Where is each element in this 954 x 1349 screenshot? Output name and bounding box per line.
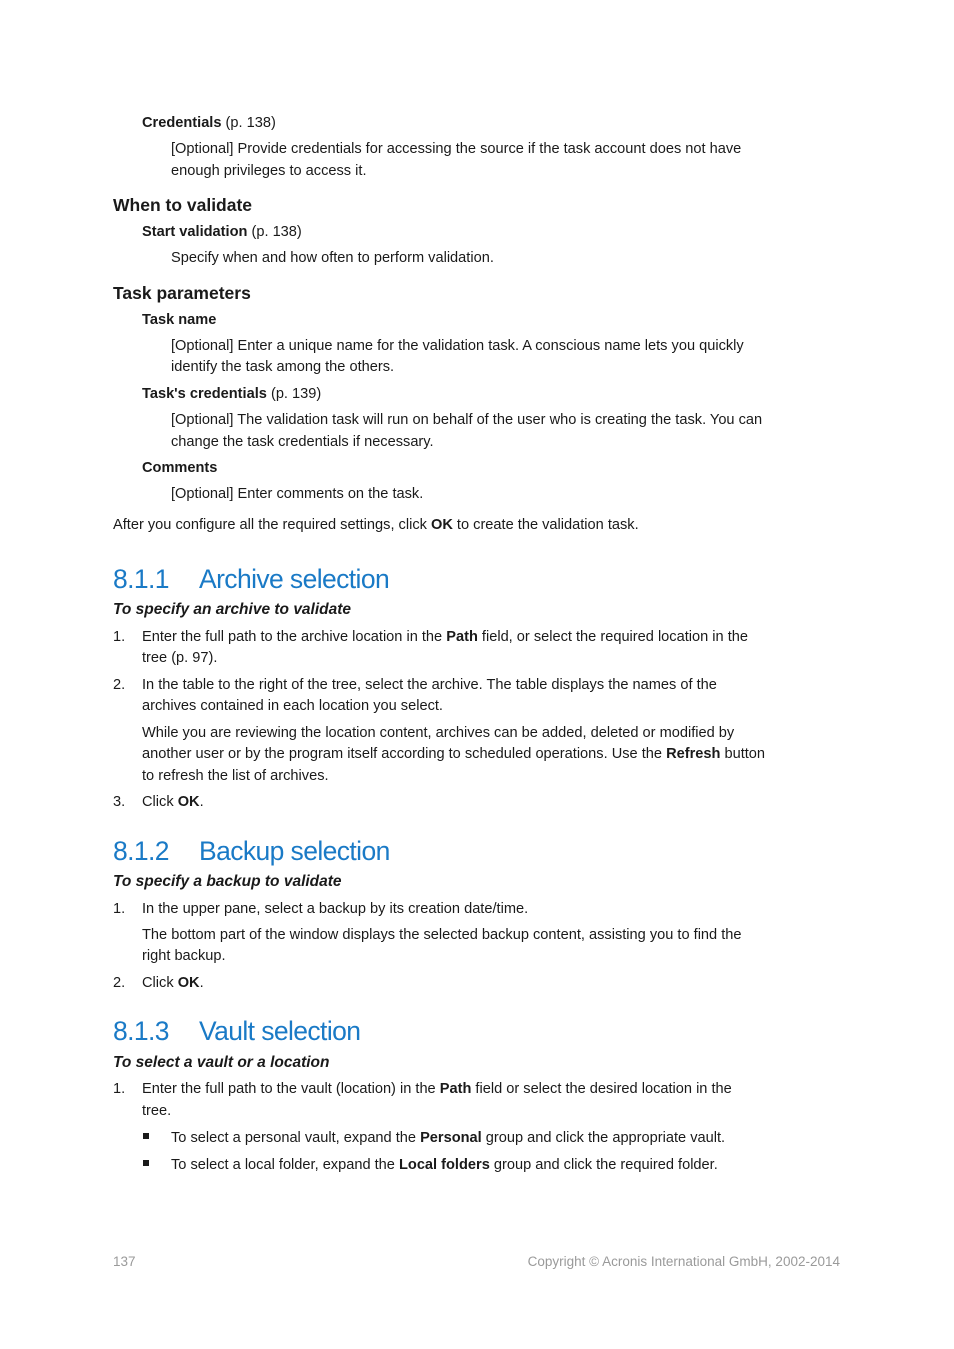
list-note-line1: The bottom part of the window displays the selected backup content, assisting you to find the — [142, 927, 742, 943]
list-item — [113, 1079, 732, 1101]
list-text: Enter the full path to the archive location in the — [142, 629, 447, 645]
archive-procedure-title: To specify an archive to validate — [113, 601, 352, 618]
bullet-text: To select a local folder, expand the — [171, 1157, 399, 1173]
credentials-desc-line1: [Optional] Provide credentials for accessing the source if the task account does not have — [171, 141, 742, 157]
section-number: 8.1.2 — [113, 836, 169, 866]
list-text: another user or by the program itself according to scheduled operations. Use the — [142, 746, 667, 762]
list-text: Enter the full path to the vault (location) in the — [142, 1081, 440, 1097]
list-text: . — [199, 794, 204, 810]
list-text: Click — [142, 794, 178, 810]
credentials-entry — [142, 113, 276, 135]
bullet-text: To select a personal vault, expand the — [171, 1130, 421, 1146]
list-note-line1: While you are reviewing the location content, archives can be added, deleted or modified by — [142, 725, 735, 741]
list-item — [113, 675, 717, 697]
backup-procedure-title: To specify a backup to validate — [113, 873, 342, 890]
bullet-text: group and click the required folder. — [489, 1157, 718, 1173]
personal-term: Personal — [420, 1130, 482, 1146]
section-vault-selection-heading — [113, 1016, 360, 1046]
list-text: button — [720, 746, 766, 762]
list-note-line3: to refresh the list of archives. — [142, 768, 329, 784]
section-backup-selection-heading — [113, 836, 390, 866]
list-note-line2: right backup. — [142, 948, 226, 964]
task-credentials-desc-line1: [Optional] The validation task will run on behalf of the user who is creating the task. You can — [171, 412, 763, 428]
section-title: Archive selection — [199, 564, 390, 594]
list-item — [113, 792, 204, 814]
task-credentials-ref-link[interactable]: (p. 139) — [270, 386, 322, 402]
square-bullet-icon — [143, 1160, 149, 1166]
bullet-text: group and click the appropriate vault. — [481, 1130, 726, 1146]
task-name-desc-line2: identify the task among the others. — [171, 359, 395, 375]
task-name-title: Task name — [142, 312, 217, 328]
ok-term: OK — [177, 975, 200, 991]
section-title: Vault selection — [199, 1016, 361, 1046]
bullet-item — [143, 1155, 718, 1177]
after-config-text-end: to create the validation task. — [452, 517, 639, 533]
start-validation-entry — [142, 222, 302, 244]
square-bullet-icon — [143, 1133, 149, 1139]
refresh-term: Refresh — [666, 746, 721, 762]
ok-term: OK — [177, 794, 200, 810]
archive-tree-ref-link[interactable]: tree (p. 97). — [142, 650, 218, 666]
list-text: In the upper pane, select a backup by its creation date/time. — [142, 901, 529, 917]
list-number: 2. — [113, 677, 126, 693]
task-credentials-entry — [142, 384, 321, 406]
task-credentials-desc-line2: change the task credentials if necessary. — [171, 434, 434, 450]
task-parameters-heading: Task parameters — [113, 283, 251, 303]
start-validation-desc: Specify when and how often to perform validation. — [171, 250, 494, 266]
list-text: field, or select the required location in the — [477, 629, 749, 645]
when-to-validate-heading: When to validate — [113, 195, 253, 215]
credentials-desc-line2: enough privileges to access it. — [171, 163, 367, 179]
task-credentials-title: Task's credentials — [142, 386, 267, 402]
vault-procedure-title: To select a vault or a location — [113, 1054, 330, 1071]
comments-title: Comments — [142, 460, 218, 476]
list-note-line2 — [142, 744, 765, 766]
list-number: 1. — [113, 629, 126, 645]
list-number: 3. — [113, 794, 126, 810]
list-text: In the table to the right of the tree, select the archive. The table displays the names of the — [142, 677, 717, 693]
start-validation-ref-link[interactable]: (p. 138) — [251, 224, 302, 240]
path-term: Path — [439, 1081, 472, 1097]
after-config-text: After you configure all the required settings, click — [113, 517, 431, 533]
list-item — [113, 627, 748, 649]
section-number: 8.1.1 — [113, 564, 169, 594]
list-text: . — [199, 975, 204, 991]
local-folders-term: Local folders — [398, 1157, 490, 1173]
copyright-notice: Copyright © Acronis International GmbH, 2002-2014 — [527, 1254, 840, 1269]
bullet-item — [143, 1128, 725, 1150]
list-text: Click — [142, 975, 178, 991]
credentials-title: Credentials — [142, 115, 222, 131]
page-number: 137 — [113, 1254, 136, 1269]
comments-desc: [Optional] Enter comments on the task. — [171, 486, 424, 502]
section-archive-selection-heading — [113, 564, 389, 594]
task-name-desc-line1: [Optional] Enter a unique name for the validation task. A conscious name lets you quickly — [171, 338, 744, 354]
start-validation-title: Start validation — [142, 224, 248, 240]
list-number: 1. — [113, 901, 126, 917]
ok-term: OK — [430, 517, 453, 533]
list-text-continued: archives contained in each location you select. — [142, 698, 443, 714]
list-item — [113, 899, 528, 921]
after-config-paragraph — [113, 515, 639, 537]
section-title: Backup selection — [199, 836, 390, 866]
list-number: 1. — [113, 1081, 126, 1097]
path-term: Path — [446, 629, 478, 645]
list-text-continued: tree. — [142, 1103, 172, 1119]
list-text: field or select the desired location in the — [471, 1081, 732, 1097]
credentials-ref-link[interactable]: (p. 138) — [225, 115, 276, 131]
list-number: 2. — [113, 975, 126, 991]
list-item — [113, 973, 204, 995]
section-number: 8.1.3 — [113, 1016, 169, 1046]
